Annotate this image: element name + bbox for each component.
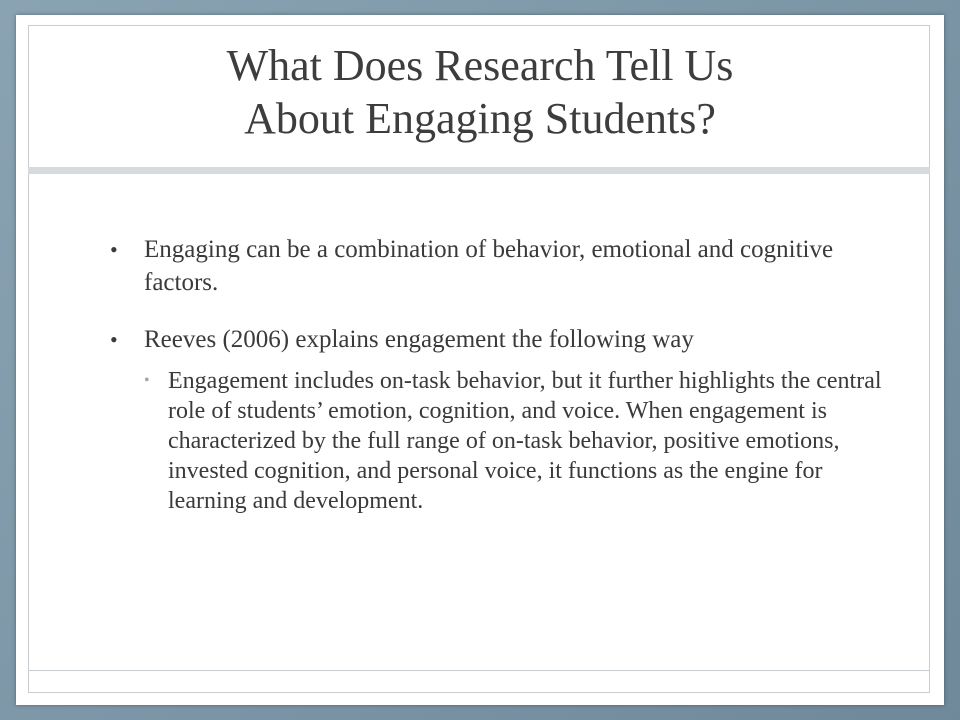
- bullet-item: [106, 233, 906, 299]
- bullet-text: Engaging can be a combination of behavior, emotional and cognitive factors.: [144, 236, 834, 296]
- slide-title-line-2: About Engaging Students?: [244, 94, 716, 143]
- bullet-marker-icon: •: [110, 327, 118, 352]
- sub-bullet-marker-icon: •: [144, 372, 150, 389]
- slide: [16, 15, 944, 705]
- slide-content: [106, 233, 906, 516]
- footer-divider: [28, 670, 930, 671]
- bullet-text: Reeves (2006) explains engagement the following way: [144, 326, 694, 353]
- slide-title: [56, 39, 904, 145]
- sub-bullet-item: [106, 366, 906, 516]
- sub-bullet-text: Engagement includes on-task behavior, but it further highlights the central role of students’ emotion, cognition, and voice. When engagement is characterized by the full range of on-task behavior, positive emotions, invested cognition, and personal voice, it functions as the engine for learning and development.: [168, 368, 882, 514]
- bullet-marker-icon: •: [110, 237, 118, 262]
- slide-title-line-1: What Does Research Tell Us: [226, 41, 734, 90]
- bullet-item: [106, 323, 906, 356]
- title-divider: [28, 167, 930, 174]
